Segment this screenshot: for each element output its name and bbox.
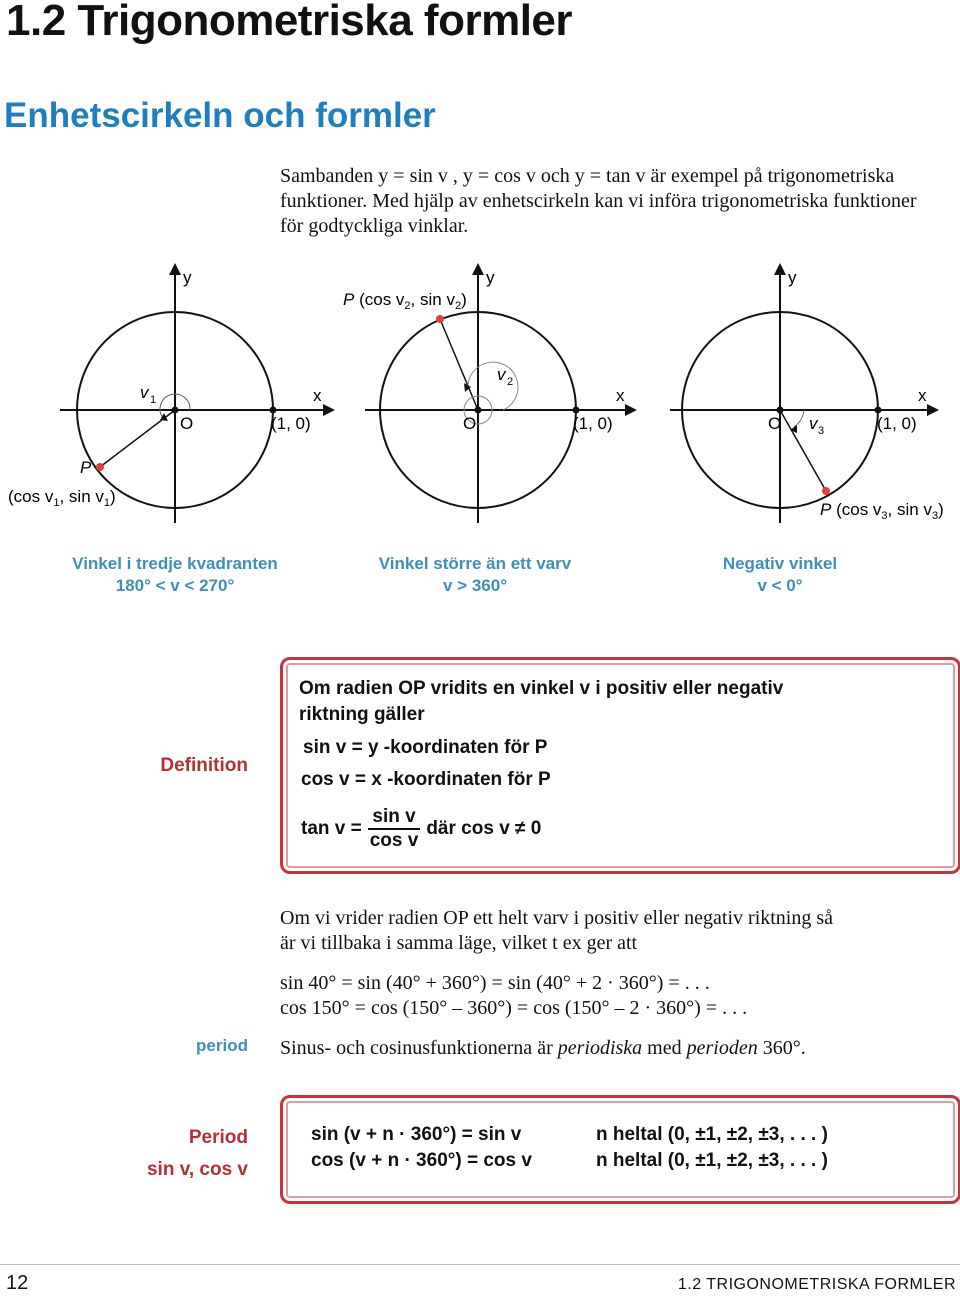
rotation-paragraph [280, 906, 940, 956]
radius-op-3 [780, 410, 826, 491]
period-box [280, 1095, 960, 1204]
period-box-subtitle: sin v, cos v [146, 1159, 248, 1180]
angle-label-1: v [140, 383, 149, 402]
period-text-2: med [642, 1037, 687, 1059]
caption-3-condition: v < 0° [757, 576, 803, 595]
origin-dot-1 [172, 407, 179, 414]
period-term-periodic: periodiska [557, 1037, 643, 1059]
angle-sub-3: 3 [818, 425, 825, 437]
diagram-negative-angle [670, 265, 944, 523]
equation-sin: sin 40° = sin (40° + 360°) = sin (40° + 2 · 360°) = . . . [280, 972, 710, 994]
tan-numerator: sin v [368, 806, 421, 830]
tan-fraction [368, 806, 421, 852]
definition-intro-1: Om radien OP vridits en vinkel v i positiv eller negativ [299, 678, 784, 699]
caption-2-condition: v > 360° [443, 576, 507, 595]
origin-dot-3 [777, 407, 784, 414]
unit-label-1: (1, 0) [271, 414, 311, 433]
period-term-period: perioden [686, 1037, 758, 1059]
period-box-label [110, 1122, 248, 1186]
caption-2-title: Vinkel större än ett varv [378, 554, 572, 573]
definition-sin: sin v = y -koordinaten för P [303, 737, 548, 758]
tan-lhs: tan v = [301, 818, 362, 839]
y-label-3: y [788, 268, 797, 287]
period-sentence [280, 1036, 806, 1061]
intro-paragraph: Sambanden y = sin v , y = cos v och y = tan v är exempel på trigonometriska funktioner. Med hjälp av enhetscirkeln kan vi införa trigonometriska funktioner för godtyckliga vinklar. [280, 165, 917, 237]
tan-condition: där cos v ≠ 0 [426, 818, 542, 839]
coord-label-1: (cos $v_1$, $\sin v_1$) [8, 487, 116, 509]
rotation-line-2: är vi tillbaka i samma läge, vilket t ex ger att [280, 932, 638, 954]
origin-dot-2 [475, 407, 482, 414]
angle-label-2: v [497, 365, 506, 384]
period-condition-2: n heltal (0, ±1, ±2, ±3, . . . ) [596, 1150, 828, 1171]
definition-label: Definition [160, 755, 248, 776]
definition-box [280, 657, 960, 874]
page-title: 1.2 Trigonometriska formler [6, 0, 573, 45]
period-box-title: Period [188, 1127, 248, 1148]
point-label-1: P [80, 458, 92, 477]
angle-arc-3 [794, 410, 804, 427]
unit-dot-2 [573, 407, 580, 414]
period-cos-formula: cos (v + n · 360°) = cos v [311, 1150, 532, 1171]
rotation-equations [280, 971, 747, 1021]
footer-divider [0, 1264, 960, 1265]
caption-1-title: Vinkel i tredje kvadranten [72, 554, 278, 573]
period-condition-1: n heltal (0, ±1, ±2, ±3, . . . ) [596, 1124, 828, 1145]
tan-denominator: cos v [369, 830, 419, 851]
x-label-1: x [313, 386, 322, 405]
footer-section-title: 1.2 TRIGONOMETRISKA FORMLER [677, 1276, 956, 1293]
period-label: period [196, 1036, 248, 1055]
equation-cos: cos 150° = cos (150° – 360°) = cos (150° – 2 · 360°) = . . . [280, 997, 748, 1019]
definition-cos: cos v = x -koordinaten för P [301, 769, 551, 790]
caption-3-title: Negativ vinkel [722, 554, 838, 573]
period-text-1: Sinus- och cosinusfunktionerna är [280, 1037, 558, 1059]
y-label-2: y [486, 268, 495, 287]
diagram-third-quadrant [8, 265, 333, 523]
point-p-2 [436, 315, 444, 323]
angle-label-3: v [809, 414, 818, 433]
caption-third-quadrant [40, 553, 310, 597]
unit-circle-diagrams [0, 255, 960, 555]
unit-label-2: (1, 0) [573, 414, 613, 433]
point-p-3 [822, 487, 830, 495]
caption-negative-angle [660, 553, 900, 597]
diagram-more-than-full-turn [343, 265, 635, 523]
origin-label-3: O [768, 414, 782, 433]
caption-full-turn [345, 553, 605, 597]
coord-label-3: P (cos $v_3$, $\sin v_3$) [820, 500, 944, 522]
period-text-3: 360°. [757, 1037, 806, 1059]
origin-label-2: O [463, 414, 477, 433]
angle-sub-1: 1 [150, 394, 157, 406]
unit-dot-1 [270, 407, 277, 414]
rotation-line-1: Om vi vrider radien OP ett helt varv i positiv eller negativ riktning så [280, 907, 834, 929]
x-label-3: x [918, 386, 927, 405]
unit-label-3: (1, 0) [877, 414, 917, 433]
x-label-2: x [616, 386, 625, 405]
origin-label-1: O [180, 414, 194, 433]
definition-tan [301, 806, 541, 852]
unit-dot-3 [875, 407, 882, 414]
y-label-1: y [183, 268, 192, 287]
angle-sub-2: 2 [507, 376, 514, 388]
coord-label-2: P (cos $v_2$, $\sin v_2$) [343, 290, 467, 312]
point-p-1 [96, 463, 104, 471]
definition-intro-2: riktning gäller [299, 704, 425, 725]
page-number: 12 [6, 1272, 29, 1294]
period-sin-formula: sin (v + n · 360°) = sin v [311, 1124, 522, 1145]
section-heading: Enhetscirkeln och formler [4, 96, 436, 135]
radius-op-2 [440, 319, 478, 410]
caption-1-condition: 180° < v < 270° [115, 576, 235, 595]
